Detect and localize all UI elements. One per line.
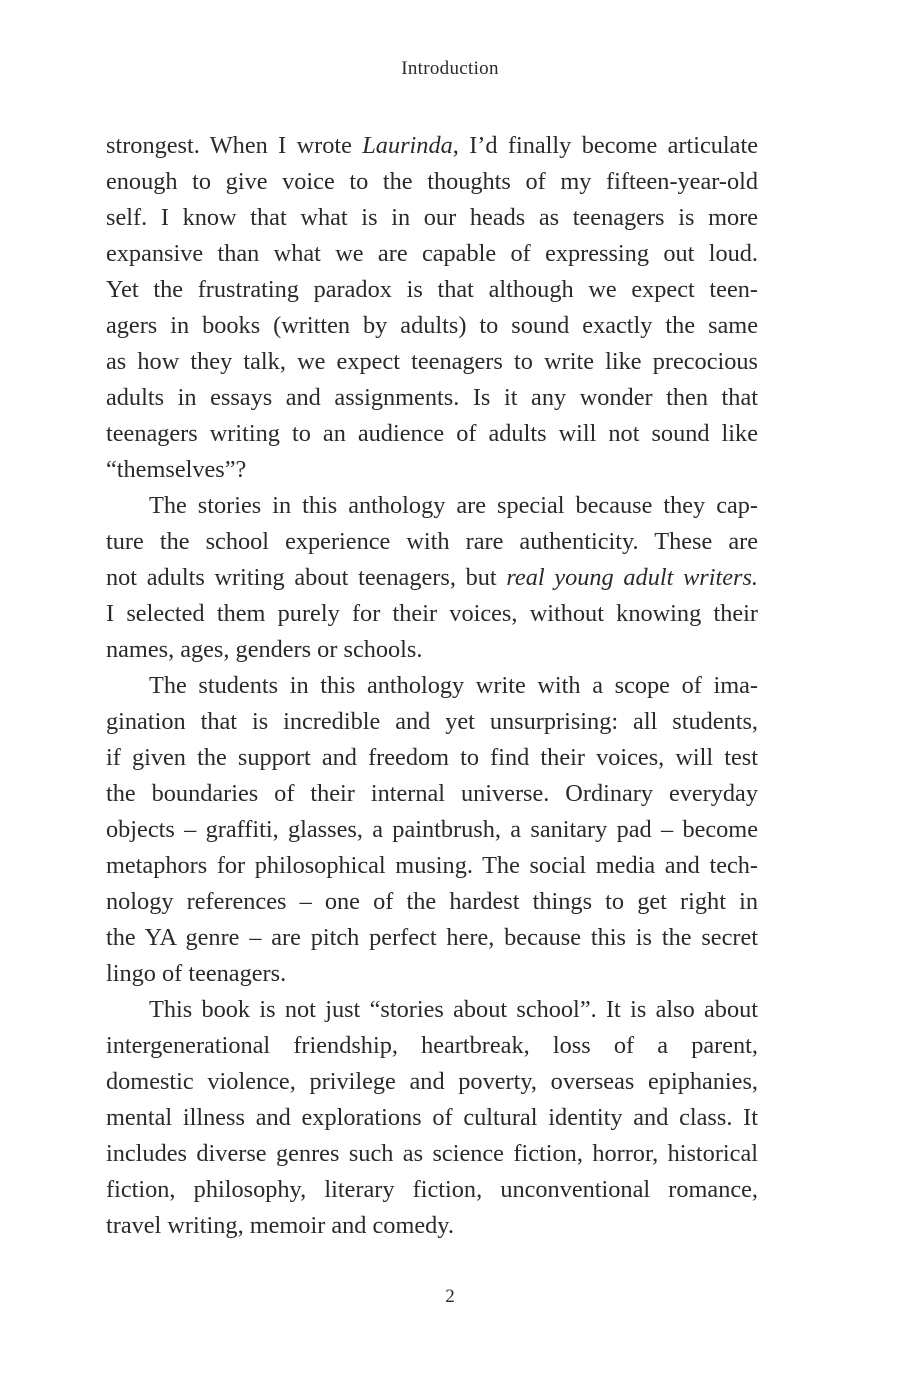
text-line: adults in essays and assignments. Is it any wonder then that	[106, 384, 758, 411]
text-line: as how they talk, we expect teenagers to write like precocious	[106, 348, 758, 375]
text-line: includes diverse genres such as science fiction, horror, historical	[106, 1140, 758, 1167]
text-line: the boundaries of their internal universe. Ordinary everyday	[106, 780, 758, 807]
text-line: ture the school experience with rare authenticity. These are	[106, 528, 758, 555]
text-line: if given the support and freedom to find their voices, will test	[106, 744, 758, 771]
text-line: The students in this anthology write with a scope of ima-	[149, 672, 758, 699]
text-line: enough to give voice to the thoughts of my fifteen-year-old	[106, 168, 758, 195]
body-text	[106, 128, 758, 1244]
text-line: agers in books (written by adults) to sound exactly the same	[106, 312, 758, 339]
text-line: fiction, philosophy, literary fiction, unconventional romance,	[106, 1176, 758, 1203]
text-line: gination that is incredible and yet unsurprising: all students,	[106, 708, 758, 735]
text-line: the YA genre – are pitch perfect here, because this is the secret	[106, 924, 758, 951]
paragraph	[106, 668, 758, 992]
text-line: strongest. When I wrote Laurinda, I’d finally become articulate	[106, 132, 758, 159]
text-line: lingo of teenagers.	[106, 960, 287, 987]
text-line: Yet the frustrating paradox is that although we expect teen-	[106, 276, 758, 303]
paragraph	[106, 128, 758, 488]
italic-title: real young adult writers.	[506, 564, 758, 591]
text-line: teenagers writing to an audience of adults will not sound like	[106, 420, 758, 447]
text-line: intergenerational friendship, heartbreak, loss of a parent,	[106, 1032, 758, 1059]
paragraph	[106, 488, 758, 668]
text-line: travel writing, memoir and comedy.	[106, 1212, 454, 1239]
text-line: The stories in this anthology are special because they cap-	[149, 492, 758, 519]
text-line: expansive than what we are capable of expressing out loud.	[106, 240, 758, 267]
text-line: “themselves”?	[106, 456, 247, 483]
page-number: 2	[445, 1286, 455, 1307]
text-line: I selected them purely for their voices, without knowing their	[106, 600, 758, 627]
text-line: names, ages, genders or schools.	[106, 636, 423, 663]
text-line: domestic violence, privilege and poverty, overseas epiphanies,	[106, 1068, 758, 1095]
text-line: self. I know that what is in our heads as teenagers is more	[106, 204, 758, 231]
running-head: Introduction	[401, 58, 499, 79]
text-line: objects – graffiti, glasses, a paintbrush, a sanitary pad – become	[106, 816, 758, 843]
text-line: not adults writing about teenagers, but real young adult writers.	[106, 564, 758, 591]
text-line: mental illness and explorations of cultural identity and class. It	[106, 1104, 758, 1131]
italic-title: Laurinda	[362, 132, 453, 159]
paragraph	[106, 992, 758, 1244]
text-line: nology references – one of the hardest things to get right in	[106, 888, 758, 915]
text-line: This book is not just “stories about school”. It is also about	[149, 996, 758, 1023]
text-line: metaphors for philosophical musing. The social media and tech-	[106, 852, 758, 879]
